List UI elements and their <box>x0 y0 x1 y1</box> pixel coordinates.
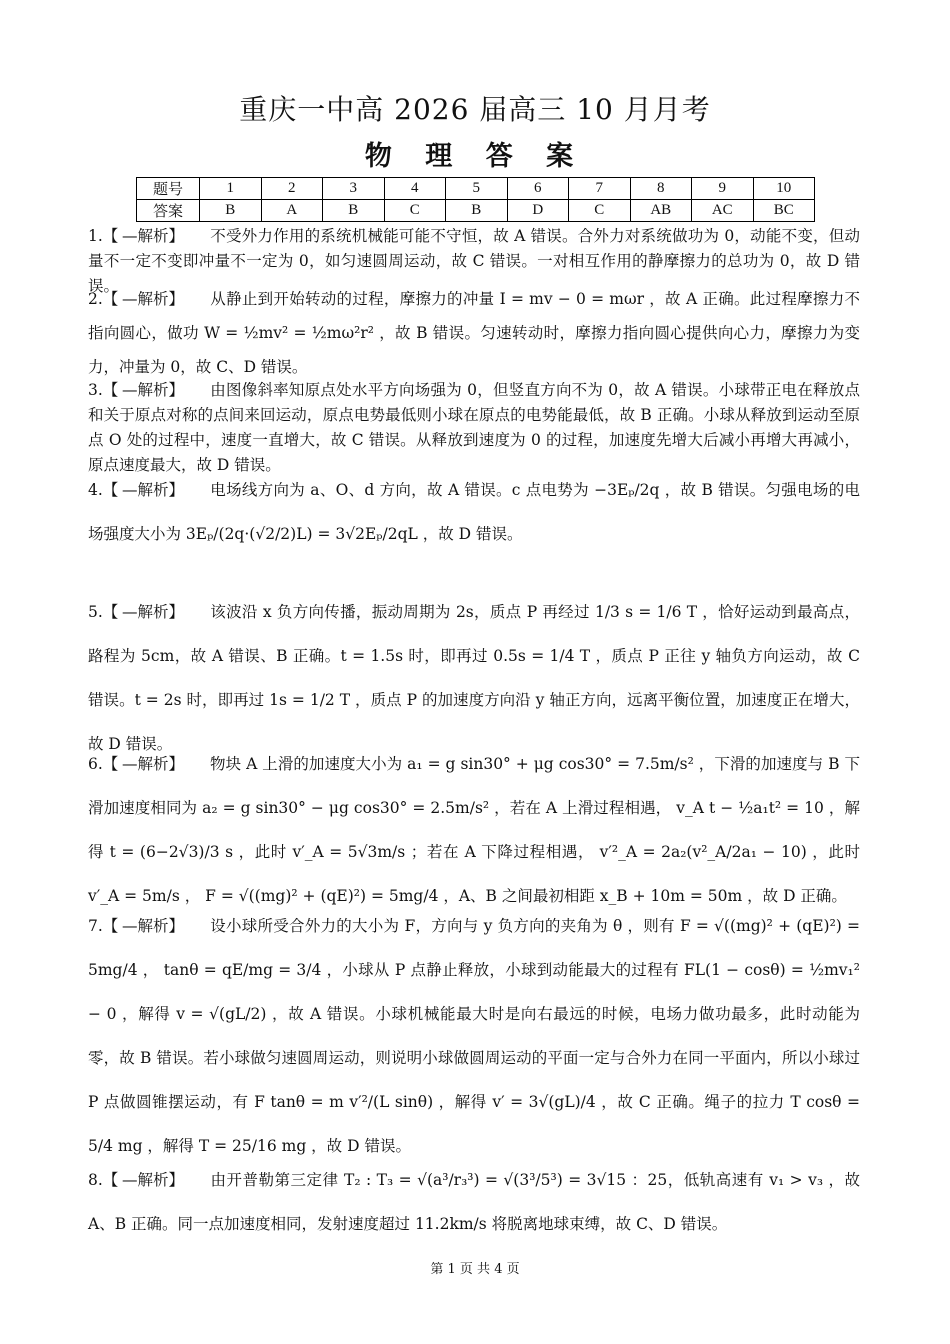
analysis-tag: —解析】 <box>122 381 185 399</box>
question-number: 2.【 <box>88 290 119 308</box>
page-footer: 第 1 页 共 4 页 <box>430 1262 520 1277</box>
question-text: 该波沿 x 负方向传播，振动周期为 2s，质点 P 再经过 1/3 s = 1/6 T ，恰好运动到最高点，路程为 5cm，故 A 错误、B 正确。t = 1.5s 时，即再过 0.5s = 1/4 T ，质点 P 正往 y 轴负方向运动，故 C 错误。t = 2s 时，即再过 1s = 1/2 T ，质点 P 的加速度方向沿 y 轴正方向，远离平衡位置，加速度正在增大，故 D 错误。 <box>88 603 860 753</box>
table-cell: B <box>200 200 262 222</box>
page-title: 重庆一中高 2026 届高三 10 月月考 <box>239 93 711 126</box>
question-7 <box>88 904 860 1168</box>
question-number: 8.【 <box>88 1171 119 1189</box>
question-6 <box>88 742 860 918</box>
table-cell: AB <box>630 200 692 222</box>
question-text: 由图像斜率知原点处水平方向场强为 0，但竖直方向不为 0，故 A 错误。小球带正电在释放点和关于原点对称的点间来回运动，原点电势最低则小球在原点的电势能最低，故 B 正确。小球从释放到运动至原点 O 处的过程中，速度一直增大，故 C 错误。从释放到速度为 0 的过程，加速度先增大后减小再增大再减小，原点速度最大，故 D 错误。 <box>88 381 860 474</box>
analysis-tag: —解析】 <box>122 1171 185 1189</box>
row-label: 题号 <box>137 178 200 200</box>
row-label: 答案 <box>137 200 200 222</box>
question-text: 不受外力作用的系统机械能可能不守恒，故 A 错误。合外力对系统做功为 0，动能不变，但动量不一定不变即冲量不一定为 0，如匀速圆周运动，故 C 错误。一对相互作用的静摩擦力的总功为 0，故 D 错误。 <box>88 227 860 295</box>
question-text: 设小球所受合外力的大小为 F，方向与 y 负方向的夹角为 θ ，则有 F = √((mg)² + (qE)²) = 5mg/4 ， tanθ = qE/mg = 3/4 ，小球从 P 点静止释放，小球到动能最大的过程有 FL(1 − cosθ) = ½mv₁² − 0 ，解得 v = √(gL/2) ，故 A 错误。小球机械能最大时是向右最远的时候，电场力做功最多，此时动能为零，故 B 错误。若小球做匀速圆周运动，则说明小球做圆周运动的平面一定与合外力在同一平面内，所以小球过 P 点做圆锥摆运动，有 F tanθ = m v′²/(L sinθ) ，解得 v′ = 3√(gL)/4 ，故 C 正确。绳子的拉力 T cosθ = 5/4 mg ，解得 T = 25/16 mg ，故 D 错误。 <box>88 917 860 1155</box>
table-cell: 10 <box>753 178 815 200</box>
question-number: 5.【 <box>88 603 119 621</box>
table-cell: C <box>569 200 631 222</box>
question-2 <box>88 282 860 384</box>
table-cell: 9 <box>692 178 754 200</box>
question-number: 4.【 <box>88 481 119 499</box>
question-4 <box>88 468 860 556</box>
question-text: 由开普勒第三定律 T₂ : T₃ = √(a³/r₃³) = √(3³/5³) = 3√15 ：25，低轨高速有 v₁ > v₃ ，故 A、B 正确。同一点加速度相同，发射速度超过 11.2km/s 将脱离地球束缚，故 C、D 错误。 <box>88 1171 860 1233</box>
question-8 <box>88 1158 860 1246</box>
table-cell: 7 <box>569 178 631 200</box>
analysis-tag: —解析】 <box>122 755 185 773</box>
table-cell: B <box>446 200 508 222</box>
question-text: 电场线方向为 a、O、d 方向，故 A 错误。c 点电势为 −3Eₚ/2q ，故 B 错误。匀强电场的电场强度大小为 3Eₚ/(2q·(√2/2)L) = 3√2Eₚ/2qL ，故 D 错误。 <box>88 481 860 543</box>
table-cell: B <box>323 200 385 222</box>
analysis-tag: —解析】 <box>122 290 185 308</box>
table-cell: A <box>261 200 323 222</box>
table-cell: 3 <box>323 178 385 200</box>
answer-table <box>136 177 815 222</box>
table-cell: 5 <box>446 178 508 200</box>
question-number: 7.【 <box>88 917 119 935</box>
question-text: 物块 A 上滑的加速度大小为 a₁ = g sin30° + μg cos30° = 7.5m/s² ，下滑的加速度与 B 下滑加速度相同为 a₂ = g sin30° − μg cos30° = 2.5m/s² ，若在 A 上滑过程相遇， v_A t − ½a₁t² = 10 ，解得 t = (6−2√3)/3 s ，此时 v′_A = 5√3m/s ；若在 A 下降过程相遇， v′²_A = 2a₂(v²_A/2a₁ − 10) ，此时 v′_A = 5m/s ， F = √((mg)² + (qE)²) = 5mg/4 ，A、B 之间最初相距 x_B + 10m = 50m ，故 D 正确。 <box>88 755 860 905</box>
question-number-row <box>137 178 815 200</box>
question-3 <box>88 378 860 478</box>
table-cell: 6 <box>507 178 569 200</box>
analysis-tag: —解析】 <box>122 481 185 499</box>
question-5 <box>88 590 860 766</box>
table-cell: AC <box>692 200 754 222</box>
analysis-tag: —解析】 <box>122 603 185 621</box>
question-number: 6.【 <box>88 755 119 773</box>
table-cell: BC <box>753 200 815 222</box>
answer-row <box>137 200 815 222</box>
analysis-tag: —解析】 <box>122 227 185 245</box>
table-cell: 4 <box>384 178 446 200</box>
question-number: 1.【 <box>88 227 119 245</box>
table-cell: C <box>384 200 446 222</box>
table-cell: 1 <box>200 178 262 200</box>
analysis-tag: —解析】 <box>122 917 185 935</box>
question-number: 3.【 <box>88 381 119 399</box>
page-subtitle: 物 理 答 案 <box>364 141 586 172</box>
table-cell: 2 <box>261 178 323 200</box>
table-cell: 8 <box>630 178 692 200</box>
question-text: 从静止到开始转动的过程，摩擦力的冲量 I = mv − 0 = mωr ，故 A 正确。此过程摩擦力不指向圆心，做功 W = ½mv² = ½mω²r² ，故 B 错误。匀速转动时，摩擦力指向圆心提供向心力，摩擦力为变力，冲量为 0，故 C、D 错误。 <box>88 290 860 376</box>
table-cell: D <box>507 200 569 222</box>
